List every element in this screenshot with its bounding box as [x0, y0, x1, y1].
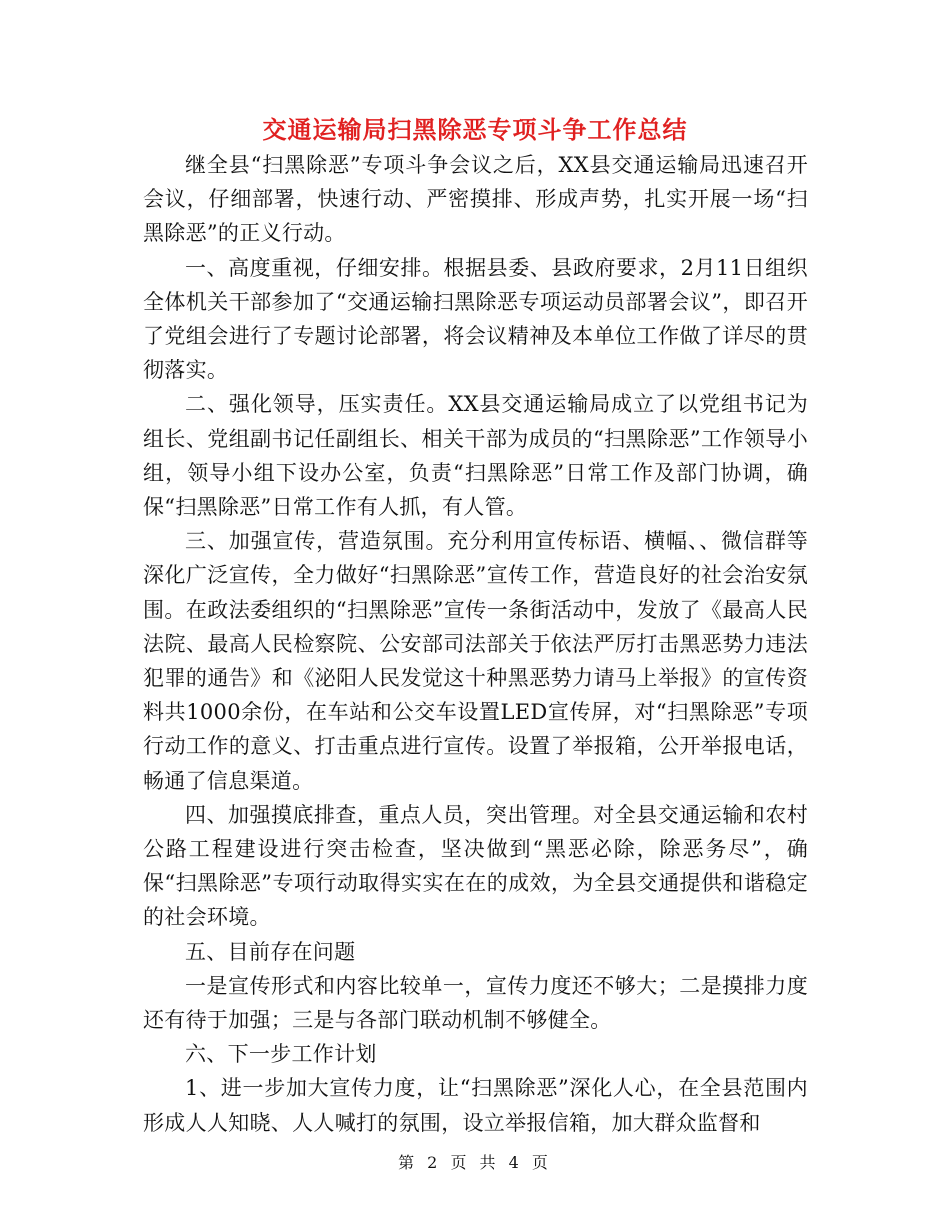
paragraph-section-2: 二、强化领导，压实责任。XX县交通运输局成立了以党组书记为组长、党组副书记任副组长、相关干部为成员的“扫黑除恶”工作领导小组，领导小组下设办公室，负责“扫黑除恶”日常工作及部门协调，确保“扫黑除恶”日常工作有人抓，有人管。 [143, 392, 808, 520]
document-title: 交通运输局扫黑除恶专项斗争工作总结 [262, 115, 688, 144]
heading-section-5: 五、目前存在问题 [185, 939, 356, 964]
paragraph-section-3: 三、加强宣传，营造氛围。充分利用宣传标语、横幅、、微信群等深化广泛宣传，全力做好“扫黑除恶”宣传工作，营造良好的社会治安氛围。在政法委组织的“扫黑除恶”宣传一条街活动中，发放了《最高人民法院、最高人民检察院、公安部司法部关于依法严厉打击黑恶势力违法犯罪的通告》和《泌阳人民发觉这十种黑恶势力请马上举报》的宣传资料共1000余份，在车站和公交车设置LED宣传屏，对“扫黑除恶”专项行动工作的意义、打击重点进行宣传。设置了举报箱，公开举报电话，畅通了信息渠道。 [143, 529, 808, 793]
heading-section-6: 六、下一步工作计划 [185, 1042, 377, 1067]
paragraph-section-4: 四、加强摸底排查，重点人员，突出管理。对全县交通运输和农村公路工程建设进行突击检查，坚决做到“黑恶必除，除恶务尽”，确保“扫黑除恶”专项行动取得实实在在的成效，为全县交通提供和谐稳定的社会环境。 [143, 802, 808, 930]
paragraph-section-6-item-1: 1、进一步加大宣传力度，让“扫黑除恶”深化人心，在全县范围内形成人人知晓、人人喊打的氛围，设立举报信箱，加大群众监督和 [143, 1076, 808, 1135]
page-number-footer: 第 2 页 共 4 页 [398, 1153, 552, 1172]
paragraph-intro: 继全县“扫黑除恶”专项斗争会议之后，XX县交通运输局迅速召开会议，仔细部署，快速行动、严密摸排、形成声势，扎实开展一场“扫黑除恶”的正义行动。 [143, 153, 808, 246]
paragraph-section-5: 一是宣传形式和内容比较单一，宣传力度还不够大；二是摸排力度还有待于加强；三是与各部门联动机制不够健全。 [143, 973, 808, 1033]
document-body [143, 148, 808, 1140]
paragraph-section-1: 一、高度重视，仔细安排。根据县委、县政府要求，2月11日组织全体机关干部参加了“交通运输扫黑除恶专项运动员部署会议”，即召开了党组会进行了专题讨论部署，将会议精神及本单位工作做了详尽的贯彻落实。 [143, 255, 808, 383]
